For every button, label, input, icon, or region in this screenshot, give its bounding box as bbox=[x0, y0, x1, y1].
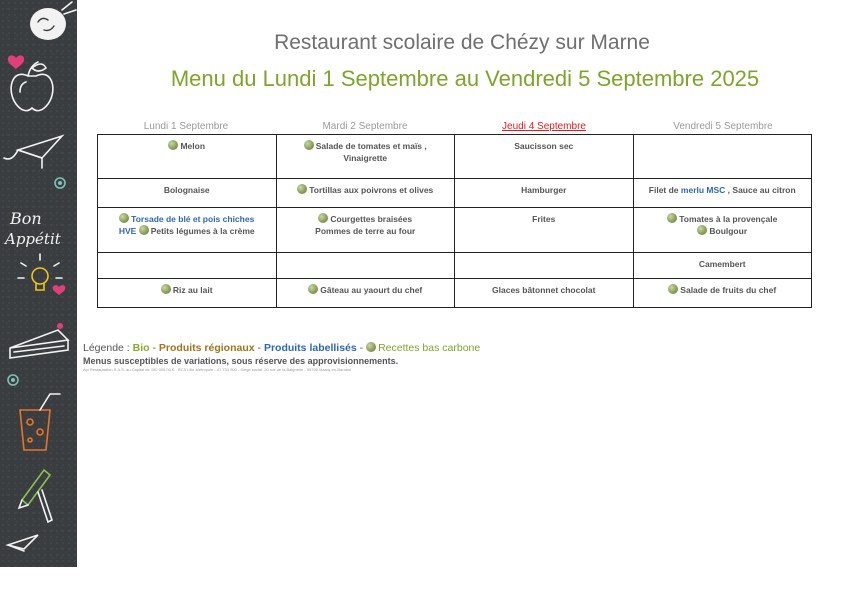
menu-cell bbox=[276, 279, 455, 308]
menu-subtitle: Menu du Lundi 1 Septembre au Vendredi 5 Septembre 2025 bbox=[170, 66, 760, 91]
legend-regional: Produits régionaux bbox=[158, 342, 255, 354]
dish-label: Frites bbox=[532, 214, 556, 224]
heart-icon-small bbox=[53, 285, 66, 295]
table-row bbox=[98, 279, 812, 308]
page-title: Restaurant scolaire de Chézy sur Marne bbox=[274, 31, 650, 54]
menu-cell bbox=[276, 135, 455, 179]
menu-cell bbox=[276, 208, 455, 253]
dish-label: Vinaigrette bbox=[343, 153, 388, 163]
menu-cell bbox=[276, 253, 455, 279]
dish-label: Hamburger bbox=[521, 185, 567, 195]
low-carbon-icon bbox=[668, 284, 678, 294]
menu-cell bbox=[633, 279, 812, 308]
menu-cell bbox=[455, 179, 634, 208]
dish-label: Gâteau au yaourt du chef bbox=[320, 285, 423, 295]
low-carbon-icon bbox=[308, 284, 318, 294]
flower-icon-2 bbox=[8, 375, 18, 385]
menu-cell bbox=[455, 253, 634, 279]
dish-label: Melon bbox=[180, 141, 206, 151]
dish-label: Riz au lait bbox=[172, 285, 213, 295]
legend-low-carbon: Recettes bas carbone bbox=[378, 342, 481, 354]
table-row bbox=[98, 253, 812, 279]
lightbulb-icon bbox=[18, 254, 62, 290]
low-carbon-icon bbox=[318, 213, 328, 223]
dish-label: , Sauce au citron bbox=[725, 185, 796, 195]
dish-label: Filet de bbox=[648, 185, 681, 195]
menu-table bbox=[97, 134, 812, 308]
table-row bbox=[98, 208, 812, 253]
low-carbon-icon bbox=[697, 225, 707, 235]
menu-cell bbox=[633, 135, 812, 179]
menu-cell bbox=[633, 253, 812, 279]
legend-separator: - bbox=[254, 342, 264, 354]
menu-cell bbox=[98, 253, 277, 279]
low-carbon-icon bbox=[667, 213, 677, 223]
dish-label: Petits légumes à la crème bbox=[150, 226, 255, 236]
low-carbon-icon bbox=[161, 284, 171, 294]
low-carbon-icon bbox=[168, 140, 178, 150]
dish-label: Pommes de terre au four bbox=[315, 226, 416, 236]
paper-plane-icon bbox=[4, 136, 62, 168]
day-headers bbox=[97, 121, 813, 135]
legend-prefix: Légende : bbox=[83, 342, 133, 354]
dish-label: Glaces bâtonnet chocolat bbox=[492, 285, 596, 295]
day-header-tuesday: Mardi 2 Septembre bbox=[322, 121, 408, 132]
footer-legal: Api Restauration S.A.S. au Capital de 150 000,00 € - RCS Lille Métropole - 47 731 900 - Siège social: 20 rue de la Baignerie - 59700 Marcq-en-Baroeul bbox=[83, 367, 352, 372]
dish-label: Saucisson sec bbox=[514, 141, 574, 151]
menu-cell bbox=[98, 135, 277, 179]
table-row bbox=[98, 135, 812, 179]
low-carbon-icon bbox=[139, 225, 149, 235]
appetit-text: Appétit bbox=[5, 230, 61, 248]
dish-label: Camembert bbox=[698, 259, 746, 269]
bon-text: Bon bbox=[10, 209, 42, 228]
menu-cell bbox=[455, 135, 634, 179]
cake-slice-icon bbox=[10, 323, 68, 358]
pencil-icon bbox=[19, 470, 52, 522]
low-carbon-icon bbox=[366, 342, 376, 352]
menu-cell bbox=[98, 208, 277, 253]
juice-glass-icon bbox=[20, 394, 60, 450]
low-carbon-icon bbox=[119, 213, 129, 223]
hve-label: HVE bbox=[118, 226, 137, 236]
menu-cell bbox=[455, 208, 634, 253]
menu-cell bbox=[633, 208, 812, 253]
dish-label: Courgettes braisées bbox=[330, 214, 413, 224]
menu-cell bbox=[98, 179, 277, 208]
paper-plane-icon-2 bbox=[8, 535, 38, 551]
day-header-friday: Vendredi 5 Septembre bbox=[673, 121, 773, 132]
legend-bio: Bio bbox=[132, 342, 150, 354]
legend bbox=[83, 342, 480, 354]
dish-label: Salade de tomates et maïs , bbox=[315, 141, 427, 151]
labelled-product-label: merlu MSC bbox=[680, 185, 726, 195]
dish-label: Salade de fruits du chef bbox=[680, 285, 777, 295]
labelled-product-label: Torsade de blé et pois chiches bbox=[131, 214, 255, 224]
legend-separator: - bbox=[149, 342, 159, 354]
menu-cell bbox=[98, 279, 277, 308]
day-header-thursday: Jeudi 4 Septembre bbox=[502, 121, 586, 132]
table-row bbox=[98, 179, 812, 208]
low-carbon-icon bbox=[304, 140, 314, 150]
day-header-monday: Lundi 1 Septembre bbox=[143, 121, 229, 132]
legend-separator: - bbox=[356, 342, 367, 354]
dish-label: Bolognaise bbox=[163, 185, 210, 195]
menu-cell bbox=[455, 279, 634, 308]
availability-note: Menus susceptibles de variations, sous réserve des approvisionnements. bbox=[83, 356, 399, 366]
legend-labelled: Produits labellisés bbox=[263, 342, 357, 354]
dish-label: Boulgour bbox=[709, 226, 748, 236]
menu-cell bbox=[276, 179, 455, 208]
low-carbon-icon bbox=[297, 184, 307, 194]
dish-label: Tomates à la provençale bbox=[679, 214, 778, 224]
dish-label: Tortillas aux poivrons et olives bbox=[309, 185, 434, 195]
flower-icon bbox=[55, 178, 65, 188]
menu-cell bbox=[633, 179, 812, 208]
